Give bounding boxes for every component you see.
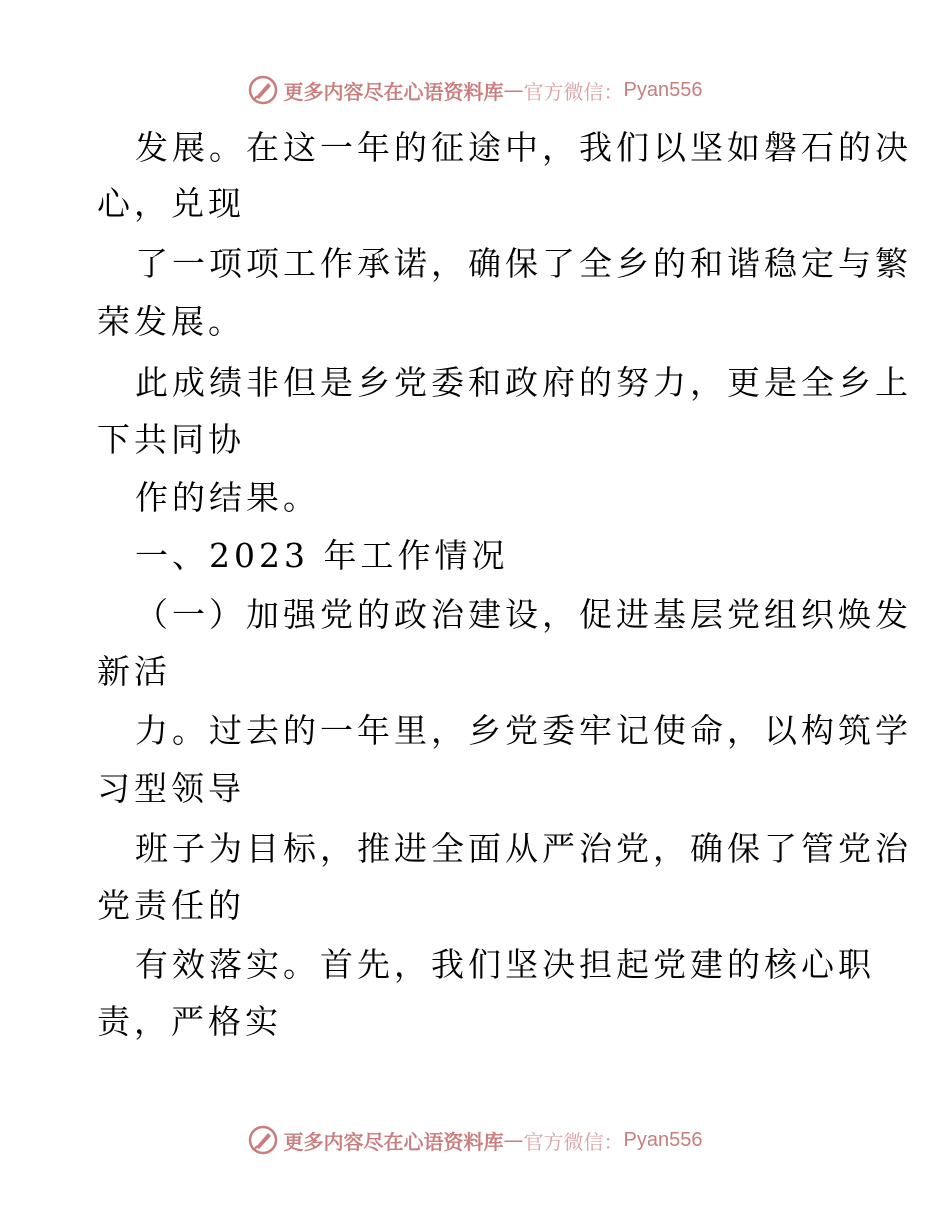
- watermark-dash: —: [503, 78, 524, 102]
- body-line-14: 党责任的: [97, 886, 245, 925]
- quill-logo-icon: [248, 75, 278, 105]
- body-line-16: 责，严格实: [97, 1002, 282, 1041]
- body-line-10: 新活: [97, 652, 171, 691]
- watermark-dash: —: [503, 1128, 524, 1152]
- body-line-15: 有效落实。首先，我们坚决担起党建的核心职: [135, 945, 875, 984]
- body-line-13: 班子为目标，推进全面从严治党，确保了管党治: [135, 829, 912, 868]
- header-watermark: [0, 72, 950, 108]
- body-line-7: 作的结果。: [135, 478, 320, 517]
- watermark-official: 官方微信：: [523, 1129, 624, 1154]
- watermark-brand: 更多内容尽在心语资料库: [283, 79, 504, 104]
- body-line-1: 发展。在这一年的征途中，我们以坚如磐石的决: [135, 128, 912, 167]
- section-heading: 一、2023 年工作情况: [135, 536, 509, 575]
- body-line-5: 此成绩非但是乡党委和政府的努力，更是全乡上: [135, 363, 912, 402]
- body-line-4: 荣发展。: [97, 302, 245, 341]
- watermark-brand: 更多内容尽在心语资料库: [283, 1129, 504, 1154]
- quill-logo-icon: [248, 1125, 278, 1155]
- body-line-9: （一）加强党的政治建设，促进基层党组织焕发: [135, 595, 912, 634]
- watermark-official: 官方微信：: [523, 79, 624, 104]
- watermark-id: Pyan556: [623, 1128, 703, 1151]
- body-line-6: 下共同协: [97, 420, 245, 459]
- body-line-3: 了一项项工作承诺，确保了全乡的和谐稳定与繁: [135, 244, 912, 283]
- footer-watermark: [0, 1122, 950, 1158]
- body-line-12: 习型领导: [97, 769, 245, 808]
- body-line-2: 心，兑现: [97, 184, 245, 223]
- watermark-id: Pyan556: [623, 78, 703, 101]
- body-line-11: 力。过去的一年里，乡党委牢记使命，以构筑学: [135, 711, 912, 750]
